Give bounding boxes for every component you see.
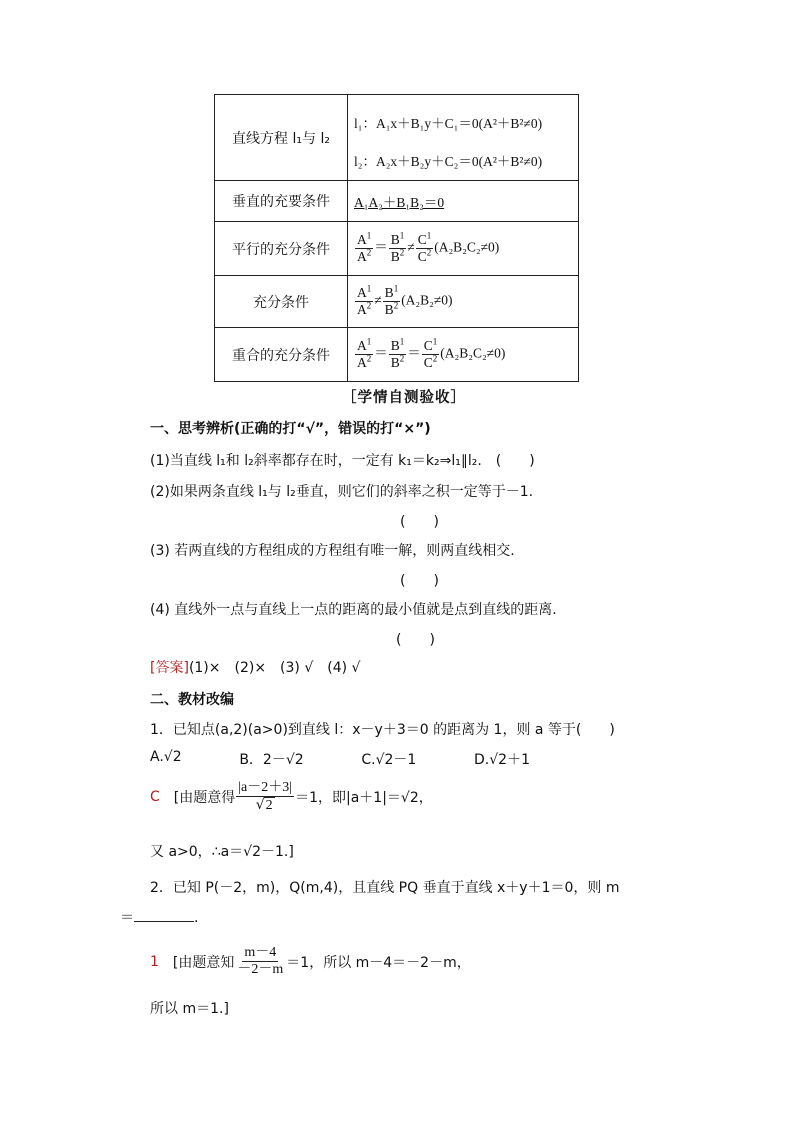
solution-continuation: 所以 m＝1.] — [150, 1001, 229, 1017]
problem-1-options — [150, 749, 530, 769]
fraction: $\frac{C^1}{C^2}$ — [423, 336, 438, 370]
table-row — [215, 95, 579, 181]
table-row-label: 平行的充分条件 — [215, 222, 348, 276]
problem-1-solution — [150, 780, 433, 814]
option-d: D.√2＋1 — [474, 752, 530, 768]
problem-2: 2．已知 P(－2，m)，Q(m,4)，且直线 PQ 垂直于直线 x＋y＋1＝0，则 m — [150, 880, 620, 896]
part2-title: 二、教材改编 — [150, 692, 234, 708]
fraction: $\frac{B^1}{B^2}$ — [390, 336, 405, 370]
equation-l2: l₂：A₂x＋B₂y＋C₂＝0(A²＋B²≠0) — [354, 153, 543, 169]
solution-text: ＝1，即|a＋1|＝√2， — [295, 790, 433, 806]
question-3: (3) 若两直线的方程组成的方程组有唯一解，则两直线相交. — [150, 543, 515, 559]
fraction: $\frac{B^1}{B^2}$ — [390, 230, 405, 264]
fraction: $\frac{A^1}{A^2}$ — [357, 336, 372, 370]
condition-table — [214, 94, 579, 382]
solution-text: [由题意得 — [173, 790, 236, 806]
slope-fraction: $\frac{m-4}{-2-m}$ — [237, 945, 284, 977]
distance-fraction: $\frac{|a-2+3|}{√2}$ — [238, 780, 293, 813]
fraction: $\frac{A^1}{A^2}$ — [357, 230, 372, 264]
answer-label: [答案] — [150, 660, 189, 676]
table-row-label: 垂直的充要条件 — [215, 181, 348, 222]
solution-text: ＝1，所以 m－4＝－2－m， — [286, 954, 471, 971]
problem-2-blank-line: ＝ . — [120, 910, 199, 926]
equals-sign: ＝ — [120, 910, 134, 926]
option-c: C.√2－1 — [361, 752, 417, 768]
answer-letter: 1 — [150, 953, 159, 970]
problem-2-solution — [150, 945, 471, 978]
parallel-condition: $\frac{A^1}{A^2}$ ＝ $\frac{B^1}{B^2}$ ≠ $\frac{C^1}{C^2}$ (A₂B₂C₂≠0) — [348, 222, 579, 276]
section-heading: ［学情自测验收］ — [342, 390, 466, 406]
table-row — [215, 328, 579, 382]
question-1: (1)当直线 l₁和 l₂斜率都存在时，一定有 k₁＝k₂⇒l₁∥l₂. ( ) — [150, 453, 535, 469]
question-4: (4) 直线外一点与直线上一点的距离的最小值就是点到直线的距离. — [150, 602, 557, 618]
table-row-label: 充分条件 — [215, 276, 348, 328]
fraction: $\frac{B^1}{B^2}$ — [384, 283, 399, 317]
table-row — [215, 181, 579, 222]
condition-note: (A₂B₂C₂≠0) — [434, 239, 500, 255]
intersect-condition: $\frac{A^1}{A^2}$ ≠ $\frac{B^1}{B^2}$ (A₂B₂≠0) — [348, 276, 579, 328]
line-equations-cell — [348, 95, 579, 181]
part1-title: 一、思考辨析(正确的打“√”，错误的打“×”) — [150, 421, 431, 437]
answer-paren: ( ) — [400, 514, 439, 530]
answer-line — [150, 657, 360, 677]
condition-note: (A₂B₂≠0) — [401, 292, 453, 308]
table-row — [215, 222, 579, 276]
fraction: $\frac{C^1}{C^2}$ — [417, 230, 432, 264]
condition-note: (A₂B₂C₂≠0) — [440, 345, 506, 361]
question-2: (2)如果两条直线 l₁与 l₂垂直，则它们的斜率之积一定等于－1. — [150, 484, 534, 500]
answer-blank — [134, 909, 194, 922]
answer-paren: ( ) — [400, 573, 439, 589]
answer-text: (1)× (2)× (3) √ (4) √ — [188, 660, 361, 676]
answer-letter: C — [150, 789, 160, 805]
fraction: $\frac{A^1}{A^2}$ — [357, 283, 372, 317]
solution-continuation: 又 a>0，∴a＝√2－1.] — [150, 844, 294, 860]
table-row — [215, 276, 579, 328]
solution-text: [由题意知 — [172, 954, 235, 971]
option-b: B．2－√2 — [239, 752, 304, 768]
problem-1: 1．已知点(a,2)(a>0)到直线 l：x－y＋3＝0 的距离为 1，则 a 等于( ) — [150, 722, 615, 738]
perpendicular-condition — [348, 181, 579, 222]
equation-l1: l₁：A₁x＋B₁y＋C₁＝0(A²＋B²≠0) — [354, 115, 543, 131]
table-row-label: 重合的充分条件 — [215, 328, 348, 382]
option-a: A.√2 — [150, 749, 182, 765]
perpendicular-formula: A₁A₂＋B₁B₂＝0 — [354, 195, 445, 210]
answer-paren: ( ) — [396, 632, 435, 648]
table-row-label: 直线方程 l₁与 l₂ — [215, 95, 348, 181]
coincide-condition: $\frac{A^1}{A^2}$ ＝ $\frac{B^1}{B^2}$ ＝ $\frac{C^1}{C^2}$ (A₂B₂C₂≠0) — [348, 328, 579, 382]
